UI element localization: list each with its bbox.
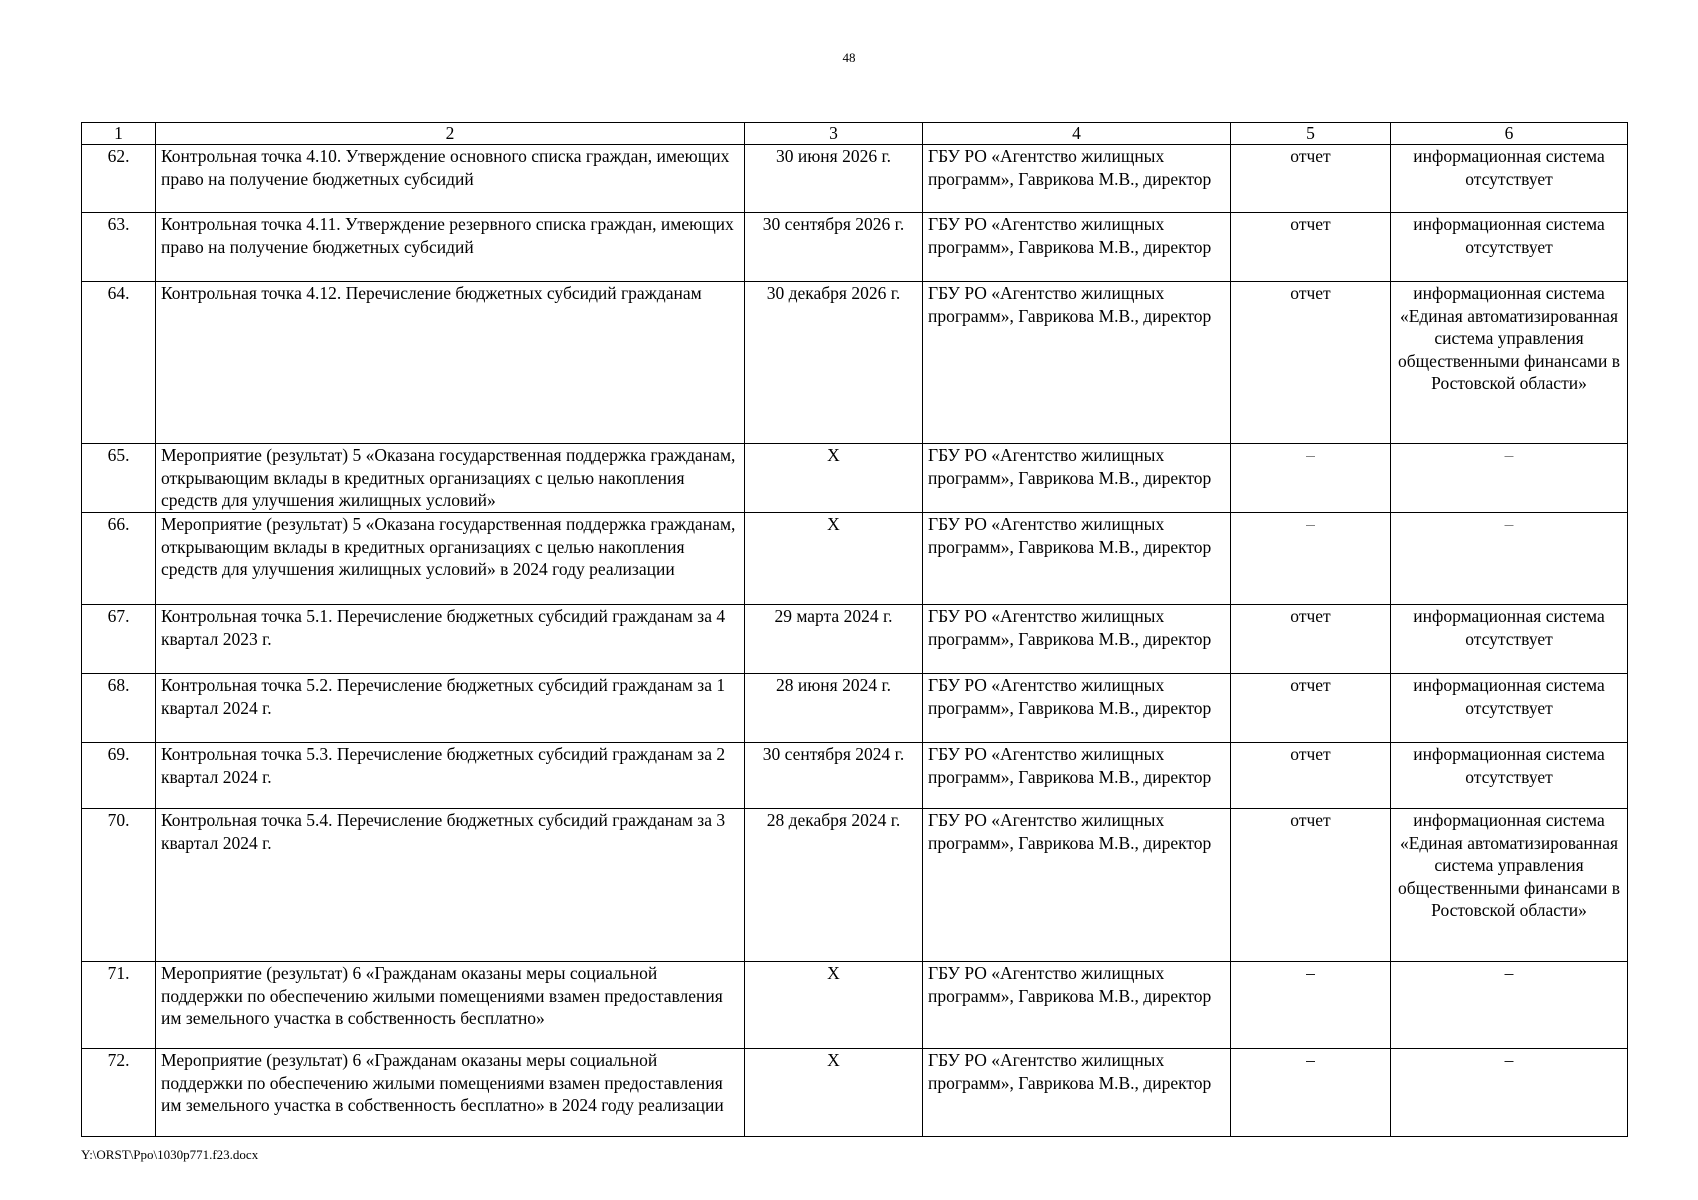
table-row (82, 962, 1628, 1049)
row-number: 63. (82, 213, 156, 282)
table-row (82, 605, 1628, 674)
header-col-2: 2 (156, 123, 745, 145)
row-number: 62. (82, 145, 156, 213)
row-document-form: отчет (1231, 743, 1391, 809)
row-number: 72. (82, 1049, 156, 1137)
row-info-system: – (1391, 962, 1628, 1049)
row-deadline: 30 декабря 2026 г. (745, 282, 923, 444)
row-responsible: ГБУ РО «Агентство жилищных программ», Гаврикова М.В., директор (923, 809, 1231, 962)
table-row (82, 1049, 1628, 1137)
table-row (82, 809, 1628, 962)
row-info-system: – (1391, 444, 1628, 513)
control-points-table (81, 122, 1628, 1137)
row-info-system: информационная система отсутствует (1391, 145, 1628, 213)
row-info-system: – (1391, 1049, 1628, 1137)
row-document-form: отчет (1231, 809, 1391, 962)
table-row (82, 674, 1628, 743)
table-header-row (82, 123, 1628, 145)
table-row (82, 743, 1628, 809)
table-row (82, 213, 1628, 282)
row-deadline: 28 декабря 2024 г. (745, 809, 923, 962)
row-info-system: информационная система «Единая автоматизированная система управления общественными финансами в Ростовской области» (1391, 282, 1628, 444)
row-document-form: – (1231, 1049, 1391, 1137)
row-document-form: отчет (1231, 145, 1391, 213)
row-responsible: ГБУ РО «Агентство жилищных программ», Гаврикова М.В., директор (923, 213, 1231, 282)
row-number: 65. (82, 444, 156, 513)
row-document-form: – (1231, 962, 1391, 1049)
row-description: Контрольная точка 5.2. Перечисление бюджетных субсидий гражданам за 1 квартал 2024 г. (156, 674, 745, 743)
table-row (82, 145, 1628, 213)
row-number: 64. (82, 282, 156, 444)
row-responsible: ГБУ РО «Агентство жилищных программ», Гаврикова М.В., директор (923, 674, 1231, 743)
row-deadline: 30 сентября 2024 г. (745, 743, 923, 809)
row-deadline: X (745, 444, 923, 513)
row-number: 67. (82, 605, 156, 674)
row-description: Мероприятие (результат) 6 «Гражданам оказаны меры социальной поддержки по обеспечению жилыми помещениями взамен предоставления им земельного участка в собственность бесплатно» (156, 962, 745, 1049)
row-deadline: 29 марта 2024 г. (745, 605, 923, 674)
table-row (82, 282, 1628, 444)
row-description: Мероприятие (результат) 5 «Оказана государственная поддержка гражданам, открывающим вклады в кредитных организациях с целью накопления средств для улучшения жилищных условий» в 2024 году реализации (156, 513, 745, 605)
row-responsible: ГБУ РО «Агентство жилищных программ», Гаврикова М.В., директор (923, 282, 1231, 444)
row-description: Контрольная точка 5.1. Перечисление бюджетных субсидий гражданам за 4 квартал 2023 г. (156, 605, 745, 674)
row-info-system: информационная система отсутствует (1391, 213, 1628, 282)
row-number: 69. (82, 743, 156, 809)
row-document-form: – (1231, 513, 1391, 605)
row-description: Контрольная точка 4.10. Утверждение основного списка граждан, имеющих право на получение бюджетных субсидий (156, 145, 745, 213)
row-number: 66. (82, 513, 156, 605)
row-description: Контрольная точка 4.11. Утверждение резервного списка граждан, имеющих право на получение бюджетных субсидий (156, 213, 745, 282)
row-responsible: ГБУ РО «Агентство жилищных программ», Гаврикова М.В., директор (923, 513, 1231, 605)
row-responsible: ГБУ РО «Агентство жилищных программ», Гаврикова М.В., директор (923, 962, 1231, 1049)
row-document-form: отчет (1231, 605, 1391, 674)
row-info-system: информационная система отсутствует (1391, 743, 1628, 809)
row-deadline: X (745, 1049, 923, 1137)
row-deadline: X (745, 513, 923, 605)
footer-file-path: Y:\ORST\Ppo\1030p771.f23.docx (81, 1147, 259, 1162)
row-info-system: – (1391, 513, 1628, 605)
header-col-3: 3 (745, 123, 923, 145)
row-deadline: 28 июня 2024 г. (745, 674, 923, 743)
row-info-system: информационная система отсутствует (1391, 605, 1628, 674)
header-col-4: 4 (923, 123, 1231, 145)
row-description: Контрольная точка 4.12. Перечисление бюджетных субсидий гражданам (156, 282, 745, 444)
table-row (82, 444, 1628, 513)
row-document-form: отчет (1231, 213, 1391, 282)
row-info-system: информационная система «Единая автоматизированная система управления общественными финансами в Ростовской области» (1391, 809, 1628, 962)
row-responsible: ГБУ РО «Агентство жилищных программ», Гаврикова М.В., директор (923, 1049, 1231, 1137)
row-description: Мероприятие (результат) 6 «Гражданам оказаны меры социальной поддержки по обеспечению жилыми помещениями взамен предоставления им земельного участка в собственность бесплатно» в 2024 году реализации (156, 1049, 745, 1137)
row-deadline: 30 сентября 2026 г. (745, 213, 923, 282)
page-number: 48 (842, 50, 856, 65)
header-col-1: 1 (82, 123, 156, 145)
row-deadline: X (745, 962, 923, 1049)
header-col-5: 5 (1231, 123, 1391, 145)
row-number: 71. (82, 962, 156, 1049)
row-number: 70. (82, 809, 156, 962)
row-document-form: отчет (1231, 674, 1391, 743)
row-responsible: ГБУ РО «Агентство жилищных программ», Гаврикова М.В., директор (923, 605, 1231, 674)
row-number: 68. (82, 674, 156, 743)
row-responsible: ГБУ РО «Агентство жилищных программ», Гаврикова М.В., директор (923, 743, 1231, 809)
row-description: Мероприятие (результат) 5 «Оказана государственная поддержка гражданам, открывающим вклады в кредитных организациях с целью накопления средств для улучшения жилищных условий» (156, 444, 745, 513)
row-document-form: – (1231, 444, 1391, 513)
row-description: Контрольная точка 5.3. Перечисление бюджетных субсидий гражданам за 2 квартал 2024 г. (156, 743, 745, 809)
row-info-system: информационная система отсутствует (1391, 674, 1628, 743)
row-responsible: ГБУ РО «Агентство жилищных программ», Гаврикова М.В., директор (923, 145, 1231, 213)
row-document-form: отчет (1231, 282, 1391, 444)
row-description: Контрольная точка 5.4. Перечисление бюджетных субсидий гражданам за 3 квартал 2024 г. (156, 809, 745, 962)
table-row (82, 513, 1628, 605)
row-responsible: ГБУ РО «Агентство жилищных программ», Гаврикова М.В., директор (923, 444, 1231, 513)
row-deadline: 30 июня 2026 г. (745, 145, 923, 213)
header-col-6: 6 (1391, 123, 1628, 145)
